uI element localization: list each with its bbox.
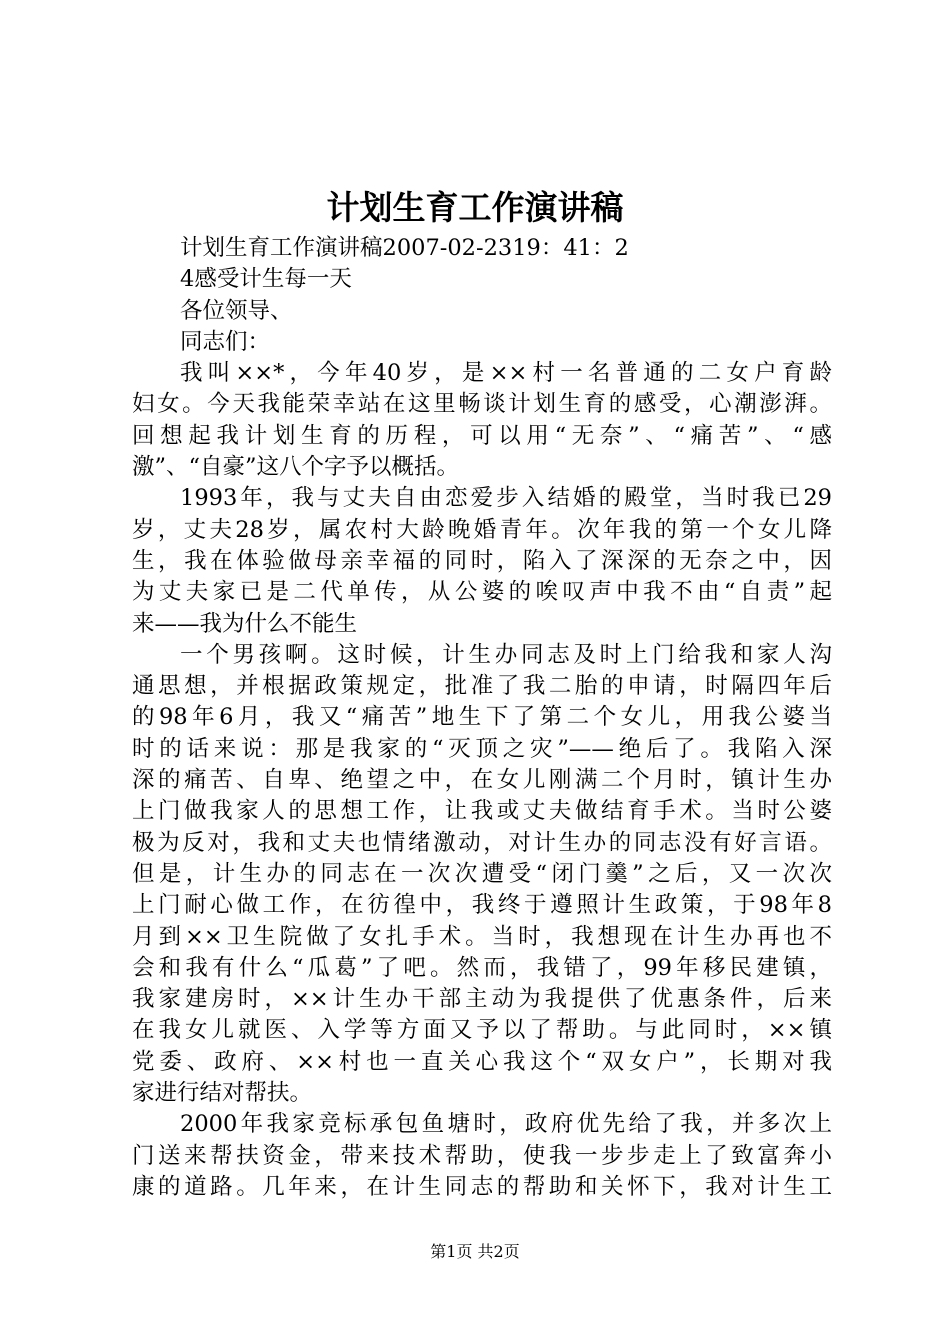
text-line: 岁，丈夫28岁，属农村大龄晚婚青年。次年我的第一个女儿降 [132, 516, 832, 543]
document-title: 计划生育工作演讲稿 [326, 188, 624, 227]
text-line: 2000年我家竞标承包鱼塘时，政府优先给了我，并多次上 [180, 1111, 832, 1138]
text-line: 各位领导、 [180, 297, 293, 324]
text-line: 深的痛苦、自卑、绝望之中，在女儿刚满二个月时，镇计生办 [132, 767, 832, 794]
text-line: 门送来帮扶资金，带来技术帮助，使我一步步走上了致富奔小 [132, 1142, 832, 1169]
text-line: 党委、政府、××村也一直关心我这个“双女户”，长期对我 [132, 1048, 832, 1075]
text-line: 回想起我计划生育的历程，可以用“无奈”、“痛苦”、“感 [132, 422, 832, 449]
text-line: 生，我在体验做母亲幸福的同时，陷入了深深的无奈之中，因 [132, 547, 832, 574]
text-line: 月到××卫生院做了女扎手术。当时，我想现在计生办再也不 [132, 923, 832, 950]
page-footer: 第1页 共2页 [430, 1242, 520, 1261]
text-line: 康的道路。几年来，在计生同志的帮助和关怀下，我对计生工 [132, 1173, 832, 1200]
text-line: 时的话来说：那是我家的“灭顶之灾”——绝后了。我陷入深 [132, 735, 832, 762]
text-line: 上门耐心做工作，在彷徨中，我终于遵照计生政策，于98年8 [132, 892, 832, 919]
text-line: 极为反对，我和丈夫也情绪激动，对计生办的同志没有好言语。 [132, 829, 832, 856]
text-line: 同志们： [180, 328, 271, 355]
text-line: 来——我为什么不能生 [132, 610, 358, 637]
text-line: 1993年，我与丈夫自由恋爱步入结婚的殿堂，当时我已29 [180, 485, 832, 512]
text-line: 在我女儿就医、入学等方面又予以了帮助。与此同时，××镇 [132, 1017, 832, 1044]
text-line: 为丈夫家已是二代单传，从公婆的唉叹声中我不由“自责”起 [132, 579, 832, 606]
text-line: 家进行结对帮扶。 [132, 1080, 313, 1107]
text-line: 但是，计生办的同志在一次次遭受“闭门羹”之后，又一次次 [132, 860, 832, 887]
text-line: 4感受计生每一天 [180, 266, 352, 293]
text-line: 激”、“自豪”这八个字予以概括。 [132, 454, 460, 481]
text-line: 一个男孩啊。这时候，计生办同志及时上门给我和家人沟 [180, 641, 832, 668]
text-line: 我叫××*，今年40岁，是××村一名普通的二女户育龄 [180, 360, 832, 387]
text-line: 通思想，并根据政策规定，批准了我二胎的申请，时隔四年后 [132, 673, 832, 700]
text-line: 计划生育工作演讲稿2007-02-2319：41：2 [180, 235, 629, 261]
text-line: 上门做我家人的思想工作，让我或丈夫做结育手术。当时公婆 [132, 798, 832, 825]
text-line: 我家建房时，××计生办干部主动为我提供了优惠条件，后来 [132, 986, 832, 1013]
text-line: 的98年6月，我又“痛苦”地生下了第二个女儿，用我公婆当 [132, 704, 832, 731]
text-line: 妇女。今天我能荣幸站在这里畅谈计划生育的感受，心潮澎湃。 [132, 391, 832, 418]
text-line: 会和我有什么“瓜葛”了吧。然而，我错了，99年移民建镇， [132, 954, 832, 981]
document-body [132, 233, 832, 1203]
